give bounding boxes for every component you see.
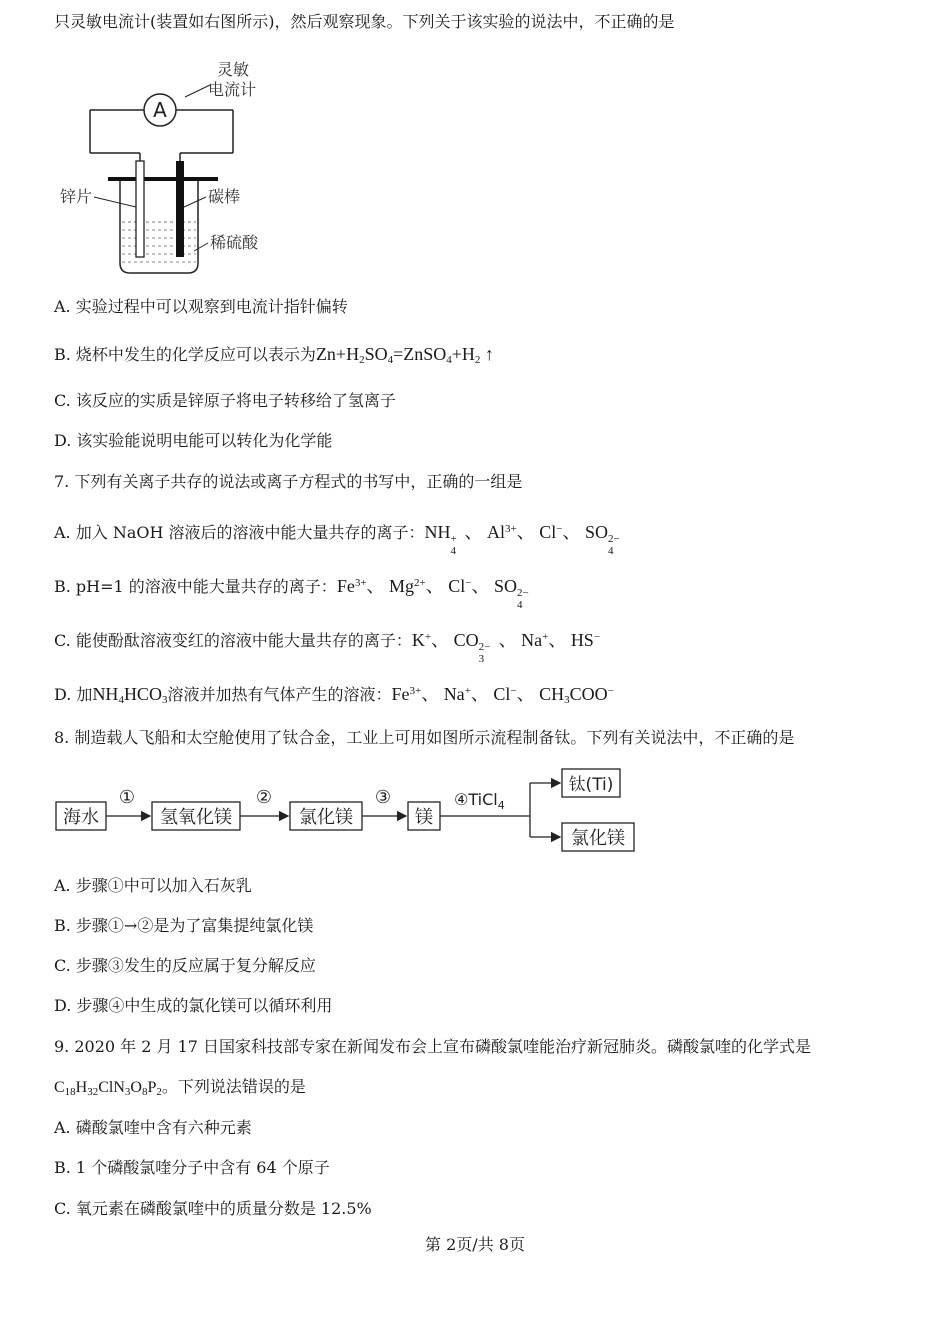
- meter-label-2: 电流计: [208, 80, 257, 99]
- q8-option-a: A. 步骤①中可以加入石灰乳: [54, 876, 252, 895]
- q7-option-b: B. pH=1 的溶液中能大量共存的离子：$Fe^{3+}$、 $Mg^{2+}$、 Cl−、 SO 2− 4: [54, 576, 529, 611]
- q6-option-c: C. 该反应的实质是锌原子将电子转移给了氢离子: [54, 391, 396, 410]
- q6-option-b-text: B. 烧杯中发生的化学反应可以表示为: [54, 345, 316, 364]
- q7-option-a: A. 加入 NaOH 溶液后的溶液中能大量共存的离子：NH + 4 、 $Al^{3+}$、 Cl−、 SO 2− 4: [54, 522, 620, 557]
- ammeter-symbol: A: [153, 98, 167, 122]
- q8-stem: 8. 制造载人飞船和太空舱使用了钛合金，工业上可用如图所示流程制备钛。下列有关说法中，不正确的是: [54, 728, 795, 747]
- flow-box-mg-hydroxide-label: 氢氧化镁: [160, 807, 232, 828]
- galvanic-cell-diagram: [60, 55, 300, 280]
- q9-option-a: A. 磷酸氯喹中含有六种元素: [54, 1118, 252, 1137]
- q9-stem-formula-line: C18H32ClN3O8P2。下列说法错误的是: [54, 1077, 306, 1098]
- flow-box-seawater-label: 海水: [63, 807, 99, 828]
- acid-liquid: [122, 222, 196, 262]
- titanium-process-flowchart: [54, 765, 654, 860]
- meter-label-1: 灵敏: [217, 60, 250, 79]
- q6-option-b: [54, 344, 494, 370]
- flow-box-mg-chloride-label: 氯化镁: [299, 807, 353, 828]
- carbon-rod: [176, 161, 184, 257]
- chloroquine-phosphate-formula: C18H32ClN3O8P2: [54, 1079, 162, 1098]
- q7-option-c: C. 能使酚酞溶液变红的溶液中能大量共存的离子：K+、 CO 2− 3 、 Na+、 HS−: [54, 630, 601, 665]
- q6-option-a: A. 实验过程中可以观察到电流计指针偏转: [54, 297, 348, 316]
- zinc-plate: [136, 161, 144, 257]
- flow-step-1: ①: [118, 787, 136, 808]
- q9-option-b: B. 1 个磷酸氯喹分子中含有 64 个原子: [54, 1158, 330, 1177]
- zinc-label: 锌片: [60, 187, 93, 206]
- q6-option-b-formula: Zn+H2SO4=ZnSO4+H2 ↑: [315, 344, 494, 366]
- flow-step-2: ②: [255, 787, 273, 808]
- q8-option-c: C. 步骤③发生的反应属于复分解反应: [54, 956, 316, 975]
- acid-label: 稀硫酸: [210, 233, 259, 252]
- flow-box-mg-chloride-2-label: 氯化镁: [571, 828, 625, 849]
- question-intro-line: 只灵敏电流计(装置如右图所示)，然后观察现象。下列关于该实验的说法中，不正确的是: [54, 12, 675, 31]
- q6-option-d: D. 该实验能说明电能可以转化为化学能: [54, 431, 333, 450]
- q7-option-d: D. 加NH4HCO3溶液并加热有气体产生的溶液：$Fe^{3+}$、 Na+、 Cl−、 CH3COO−: [54, 684, 614, 706]
- q7-stem: 7. 下列有关离子共存的说法或离子方程式的书写中，正确的一组是: [54, 472, 523, 491]
- q8-option-d: D. 步骤④中生成的氯化镁可以循环利用: [54, 996, 333, 1015]
- carbon-label: 碳棒: [208, 187, 241, 206]
- q8-option-b: B. 步骤①→②是为了富集提纯氯化镁: [54, 916, 314, 935]
- flow-step-3: ③: [374, 787, 392, 808]
- beaker: [120, 181, 198, 273]
- q9-stem: 9. 2020 年 2 月 17 日国家科技部专家在新闻发布会上宣布磷酸氯喹能治疗新冠肺炎。磷酸氯喹的化学式是: [54, 1037, 812, 1056]
- page-footer: 第 2页/共 8页: [425, 1235, 525, 1254]
- q9-option-c: C. 氧元素在磷酸氯喹中的质量分数是 12.5%: [54, 1199, 372, 1218]
- flow-step-4: ④TiCl$_4$: [454, 790, 505, 812]
- flow-box-magnesium-label: 镁: [415, 807, 433, 828]
- flow-box-titanium-label: 钛(Ti): [568, 775, 614, 795]
